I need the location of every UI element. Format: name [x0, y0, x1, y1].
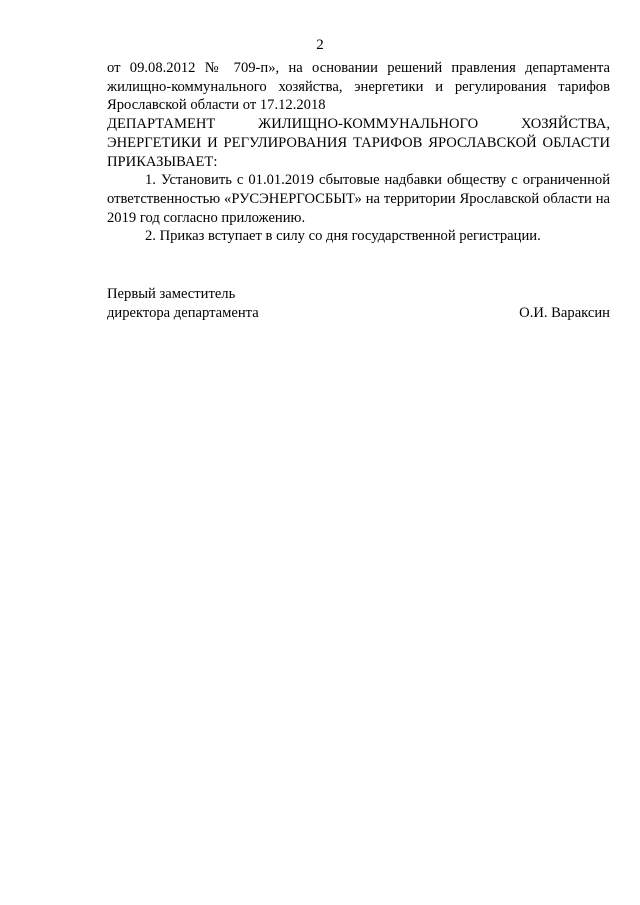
signer-name: О.И. Вараксин: [519, 304, 610, 321]
signature-block: [107, 285, 610, 322]
document-body: [107, 59, 610, 246]
page-number: 2: [316, 37, 324, 53]
signer-position-line-2: директора департамента: [107, 304, 259, 321]
order-item-2: 2. Приказ вступает в силу со дня государственной регистрации.: [145, 228, 541, 245]
signer-position-line-1: Первый заместитель: [107, 286, 236, 302]
orders-heading: ДЕПАРТАМЕНТ ЖИЛИЩНО-КОММУНАЛЬНОГО ХОЗЯЙСТВА, ЭНЕРГЕТИКИ И РЕГУЛИРОВАНИЯ ТАРИФОВ ЯРОСЛАВСКОЙ ОБЛАСТИ ПРИКАЗЫВАЕТ:: [107, 116, 610, 170]
intro-paragraph: от 09.08.2012 № 709-п», на основании решений правления департамента жилищно-коммунального хозяйства, энергетики и регулирования тарифов Ярославской области от 17.12.2018: [107, 60, 610, 114]
order-item-1: 1. Установить с 01.01.2019 сбытовые надбавки обществу с ограниченной ответственностью «РУСЭНЕРГОСБЫТ» на территории Ярославской области на 2019 год согласно приложению.: [107, 172, 610, 226]
signature-line: [107, 304, 610, 323]
